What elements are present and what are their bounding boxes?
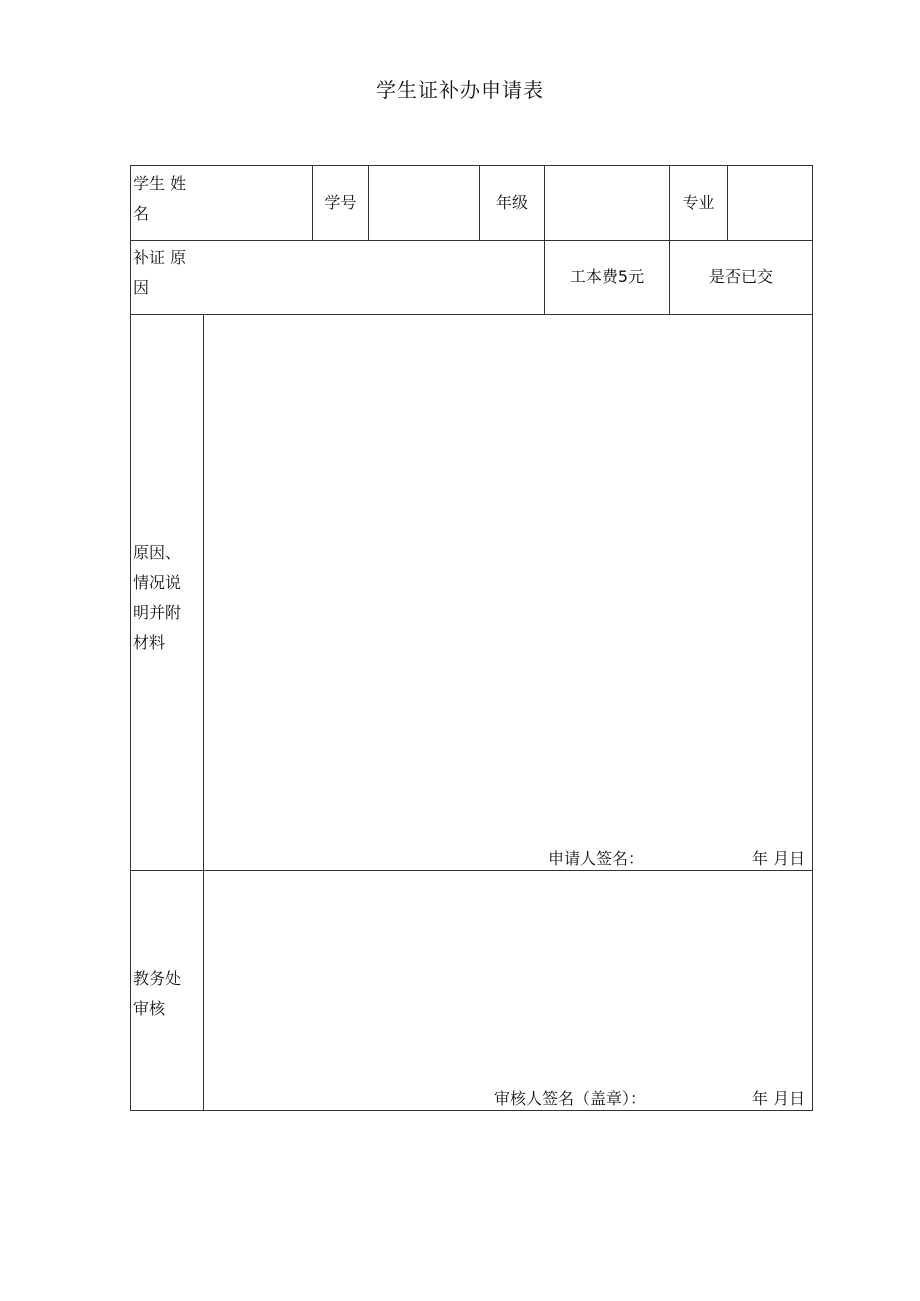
application-form xyxy=(130,165,813,1111)
applicant-signature-label: 申请人签名： xyxy=(548,849,645,868)
fee-label: 工本费5元 xyxy=(569,267,645,286)
major-field[interactable] xyxy=(728,168,810,238)
explanation-field[interactable] xyxy=(205,316,811,836)
grade-field[interactable] xyxy=(545,168,667,238)
fee-paid-label: 是否已交 xyxy=(708,267,773,286)
applicant-date-label: 年 月日 xyxy=(752,849,806,868)
reissue-reason-field[interactable] xyxy=(203,242,541,312)
label-col-divider xyxy=(203,314,204,1110)
row-divider-2 xyxy=(131,314,812,315)
student-name-label: 学生 姓 名 xyxy=(133,174,187,223)
student-name-field[interactable] xyxy=(203,168,311,238)
reviewer-date-label: 年 月日 xyxy=(752,1089,806,1108)
academic-office-review-label: 教务处 审核 xyxy=(133,969,182,1018)
reissue-reason-label: 补证 原 因 xyxy=(133,248,187,297)
page-title: 学生证补办申请表 xyxy=(376,78,544,102)
review-field[interactable] xyxy=(205,872,811,1076)
reviewer-signature-label: 审核人签名（盖章）： xyxy=(494,1089,647,1108)
student-id-field[interactable] xyxy=(369,168,477,238)
row-divider-3 xyxy=(131,870,812,871)
grade-label: 年级 xyxy=(495,193,528,212)
student-id-label: 学号 xyxy=(324,193,357,212)
explanation-label: 原因、 情况说 明并附 材料 xyxy=(133,543,182,652)
row-divider-1 xyxy=(131,240,812,241)
major-label: 专业 xyxy=(682,193,715,212)
